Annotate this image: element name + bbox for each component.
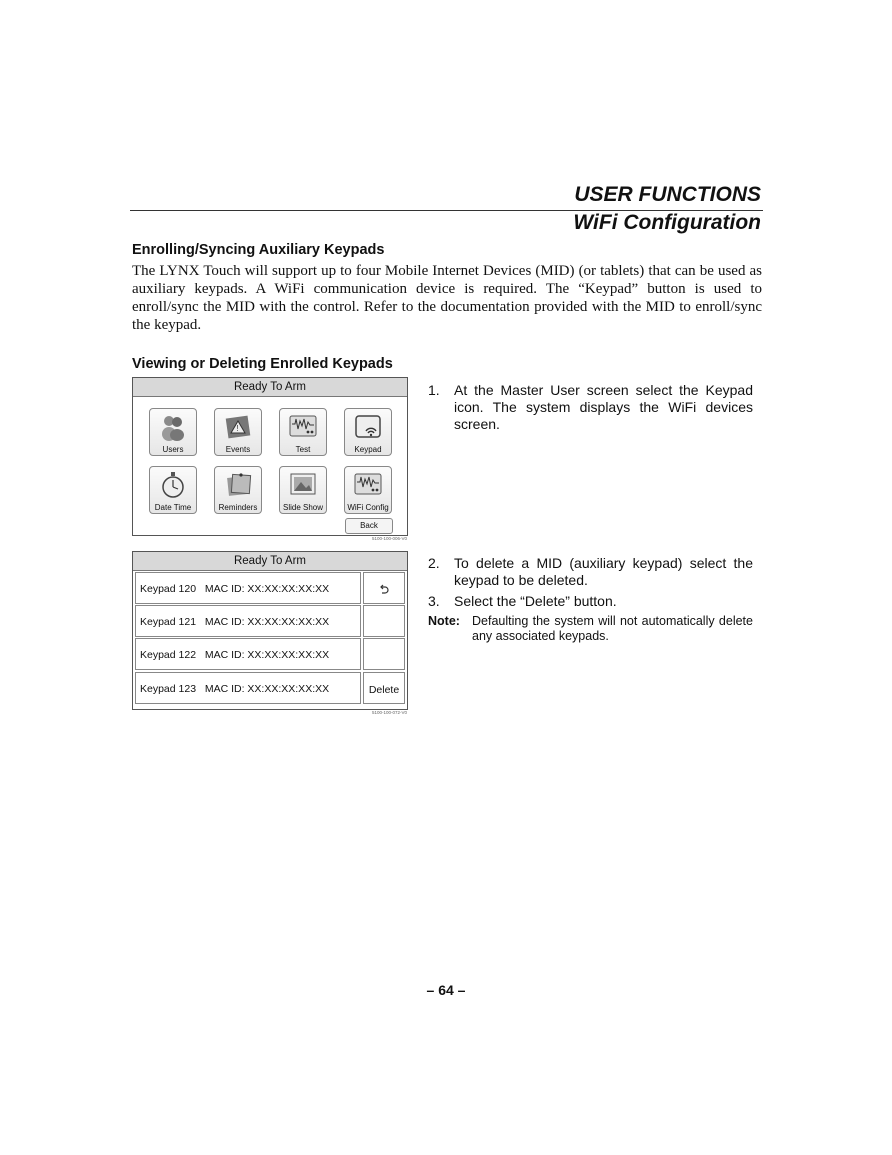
keypad-row-120[interactable] [135, 572, 361, 604]
reminders-button[interactable] [214, 466, 262, 514]
test-icon [289, 413, 317, 441]
keypad-name: Keypad 120 [140, 583, 197, 595]
keypad-row-121[interactable] [135, 605, 361, 637]
blank-button[interactable] [363, 638, 405, 670]
return-button[interactable] [363, 572, 405, 604]
subsection-title: WiFi Configuration [573, 211, 761, 234]
tile-label: Users [162, 445, 184, 454]
date-time-button[interactable] [149, 466, 197, 514]
step-text: To delete a MID (auxiliary keypad) select the keypad to be deleted. [454, 555, 753, 588]
tile-label: WiFi Config [347, 503, 389, 512]
note-text: Defaulting the system will not automatically delete any associated keypads. [472, 614, 753, 643]
step-3 [428, 593, 754, 611]
tile-label: Keypad [354, 445, 382, 454]
stopwatch-icon [159, 471, 187, 499]
step-text: Select the “Delete” button. [454, 593, 617, 609]
note-label: Note: [428, 614, 460, 628]
delete-button[interactable]: Delete [363, 672, 405, 704]
tile-label: Reminders [218, 503, 258, 512]
svg-text:!: ! [236, 424, 239, 433]
section-title: USER FUNCTIONS [574, 183, 761, 206]
events-button[interactable] [214, 408, 262, 456]
slide-show-icon [289, 471, 317, 499]
figure-code: 5100-100-006-V0 [372, 536, 408, 541]
keypad-row-123[interactable] [135, 672, 361, 704]
tile-label: Test [295, 445, 311, 454]
master-user-screen [132, 377, 408, 536]
page-number: – 64 – [426, 982, 466, 998]
mac-id: MAC ID: XX:XX:XX:XX:XX [204, 616, 330, 628]
blank-button[interactable] [363, 605, 405, 637]
screen-header: Ready To Arm [133, 378, 407, 397]
tile-label: Slide Show [282, 503, 324, 512]
keypad-name: Keypad 122 [140, 649, 197, 661]
tile-label: Date Time [154, 503, 192, 512]
back-button[interactable]: Back [345, 518, 393, 534]
keypad-row-122[interactable] [135, 638, 361, 670]
step-1 [428, 382, 754, 434]
wifi-config-button[interactable] [344, 466, 392, 514]
events-icon [224, 413, 252, 441]
users-icon [159, 413, 187, 441]
figure-code: 5100-100-072-V0 [372, 710, 408, 715]
step-text: At the Master User screen select the Keypad icon. The system displays the WiFi devices screen. [454, 382, 753, 432]
keypad-button[interactable] [344, 408, 392, 456]
viewing-heading: Viewing or Deleting Enrolled Keypads [132, 356, 393, 372]
wifi-devices-screen [132, 551, 408, 710]
note [428, 614, 754, 646]
slide-show-button[interactable] [279, 466, 327, 514]
enroll-heading: Enrolling/Syncing Auxiliary Keypads [132, 242, 385, 258]
enroll-body: The LYNX Touch will support up to four Mobile Internet Devices (MID) (or tablets) that can be used as auxiliary keypads. A WiFi communication device is required. The “Keypad” button is used to enroll/sync the MID with the control. Refer to the documentation provided with the MID to enroll/sync the keypad. [132, 263, 762, 333]
step-number: 2. [428, 555, 440, 571]
return-arrow-icon [378, 584, 390, 596]
users-button[interactable] [149, 408, 197, 456]
reminders-icon [224, 471, 252, 499]
screen-header: Ready To Arm [133, 552, 407, 571]
step-number: 1. [428, 382, 440, 398]
step-number: 3. [428, 593, 440, 609]
keypad-name: Keypad 123 [140, 683, 197, 695]
test-button[interactable] [279, 408, 327, 456]
keypad-icon [354, 413, 382, 441]
step-2 [428, 555, 754, 591]
tile-label: Events [225, 445, 251, 454]
wifi-config-icon [354, 471, 382, 499]
mac-id: MAC ID: XX:XX:XX:XX:XX [204, 583, 330, 595]
mac-id: MAC ID: XX:XX:XX:XX:XX [204, 683, 330, 695]
mac-id: MAC ID: XX:XX:XX:XX:XX [204, 649, 330, 661]
keypad-name: Keypad 121 [140, 616, 197, 628]
